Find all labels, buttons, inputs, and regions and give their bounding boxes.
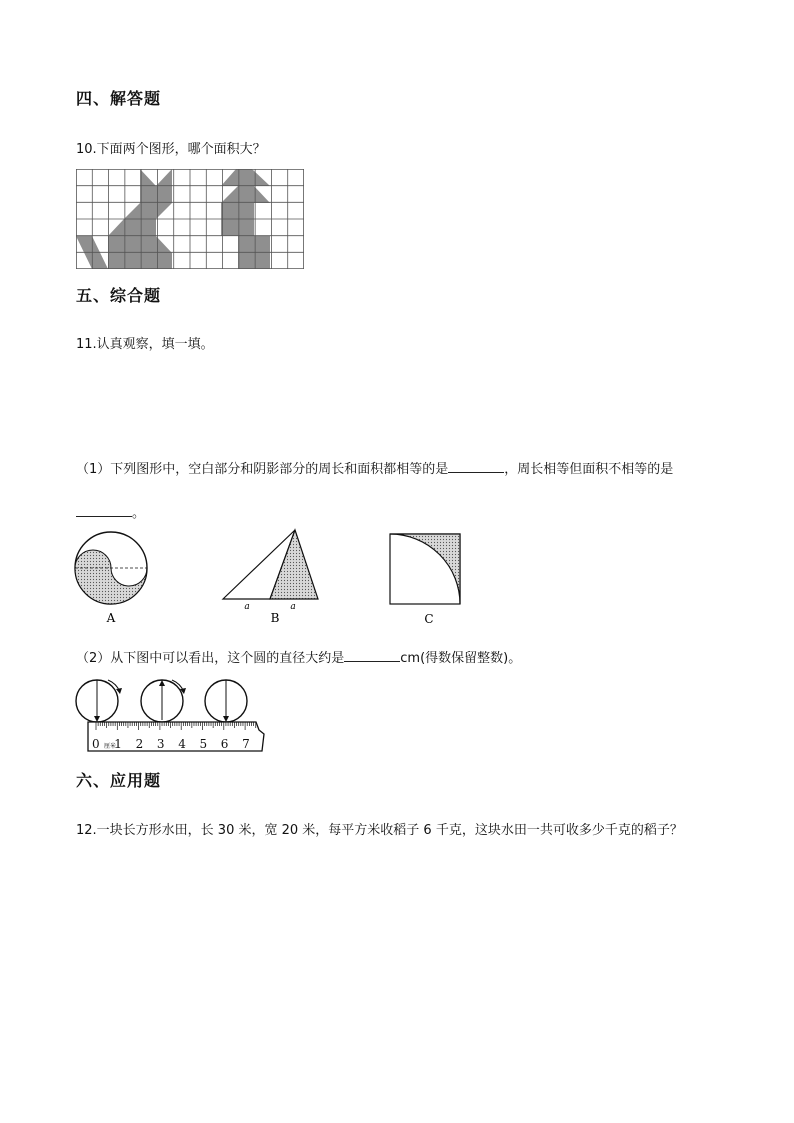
part1-text-before: （1）下列图形中，空白部分和阴影部分的周长和面积都相等的是 <box>76 462 449 477</box>
part1-text-middle: ，周长相等但面积不相等的是 <box>504 462 674 477</box>
ruler-label: 6 <box>220 737 229 751</box>
question-11-part1 <box>76 458 673 477</box>
ruler-unit-label: 厘米 <box>104 743 117 750</box>
question-11-part2 <box>76 647 521 666</box>
ruler-label: 2 <box>135 737 144 751</box>
part1-text-end: 。 <box>132 506 146 521</box>
question-12-text: 12.一块长方形水田，长 30 米，宽 20 米，每平方米收稻子 6 千克，这块水田一共可收多少千克的稻子？ <box>76 823 683 838</box>
ruler-label: 7 <box>242 737 250 751</box>
ruler-label: 1 <box>114 737 122 751</box>
figure-a-label: A <box>106 611 116 625</box>
ruler-label: 5 <box>199 737 208 751</box>
ruler-label: 3 <box>156 737 165 751</box>
section-heading-4: 四、解答题 <box>76 89 162 108</box>
question-11-text: 11.认真观察，填一填。 <box>76 337 214 352</box>
side-label-a-right: a <box>290 602 296 612</box>
section-heading-6: 六、应用题 <box>76 771 162 790</box>
figure-c-label: C <box>424 612 434 626</box>
figure-a <box>74 530 154 630</box>
part2-text-before: （2）从下图中可以看出，这个圆的直径大约是 <box>76 651 345 666</box>
answer-blank-1[interactable] <box>448 459 504 473</box>
figure-c <box>388 532 464 630</box>
question-11-part1-cont <box>76 502 145 521</box>
side-label-a-left: a <box>244 602 250 612</box>
part2-unit: cm(得数保留整数)。 <box>400 651 522 666</box>
ruler-figure <box>74 674 274 756</box>
answer-blank-3[interactable] <box>344 648 400 662</box>
question-10-text: 10.下面两个图形，哪个面积大？ <box>76 142 266 157</box>
ruler-label: 4 <box>178 737 186 751</box>
section-heading-5: 五、综合题 <box>76 286 162 305</box>
answer-blank-2[interactable] <box>76 503 132 517</box>
ruler-label: 0 <box>92 737 100 751</box>
grid-figures <box>76 169 304 269</box>
figure-b-label: B <box>270 611 280 625</box>
figure-b <box>220 528 324 628</box>
